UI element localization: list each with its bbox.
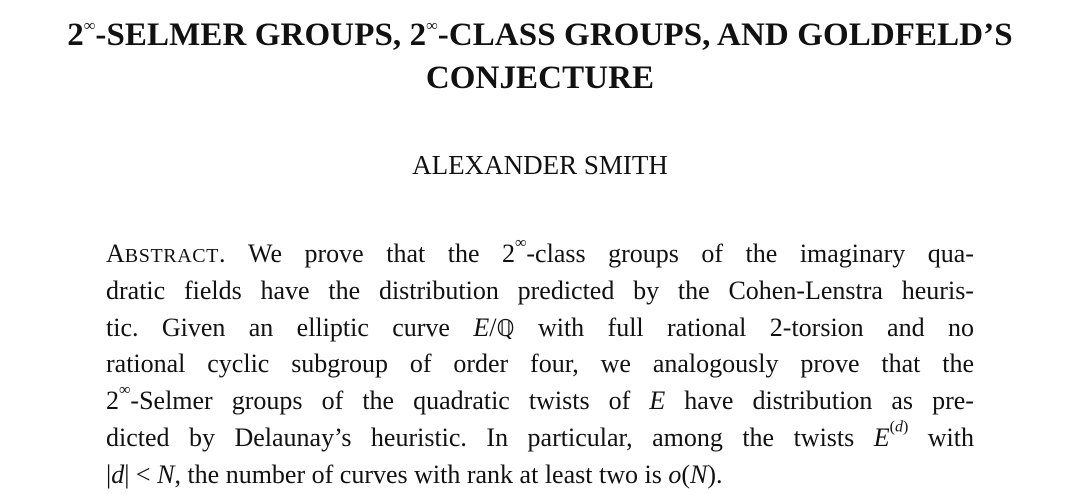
paper-title [0,14,1080,100]
abstract [106,236,974,494]
abstract-line-2: dratic fields have the distribution predicted by the Cohen-Lenstra heuris- [106,275,974,305]
abstract-line-4: rational cyclic subgroup of order four, we analogously prove that the [106,349,974,379]
title-line-1: 2∞-SELMER GROUPS, 2∞-CLASS GROUPS, AND GOLDFELD’S [67,17,1013,53]
abstract-line-7: |d| < N, the number of curves with rank at least two is o(N). [106,459,723,489]
abstract-line-3: tic. Given an elliptic curve E/ℚ with full rational 2-torsion and no [106,312,974,342]
abstract-line-6: dicted by Delaunay’s heuristic. In particular, among the twists $E^{(d)}$ with [106,418,974,452]
abstract-line-1: ABSTRACT. We prove that the 2∞-class groups of the imaginary qua- [106,236,974,273]
title-line-2: CONJECTURE [425,60,655,96]
abstract-label: ABSTRACT. [106,239,226,268]
abstract-line-5: 2∞-Selmer groups of the quadratic twists of E have distribution as pre- [106,381,974,416]
author-name: ALEXANDER SMITH [412,150,668,180]
